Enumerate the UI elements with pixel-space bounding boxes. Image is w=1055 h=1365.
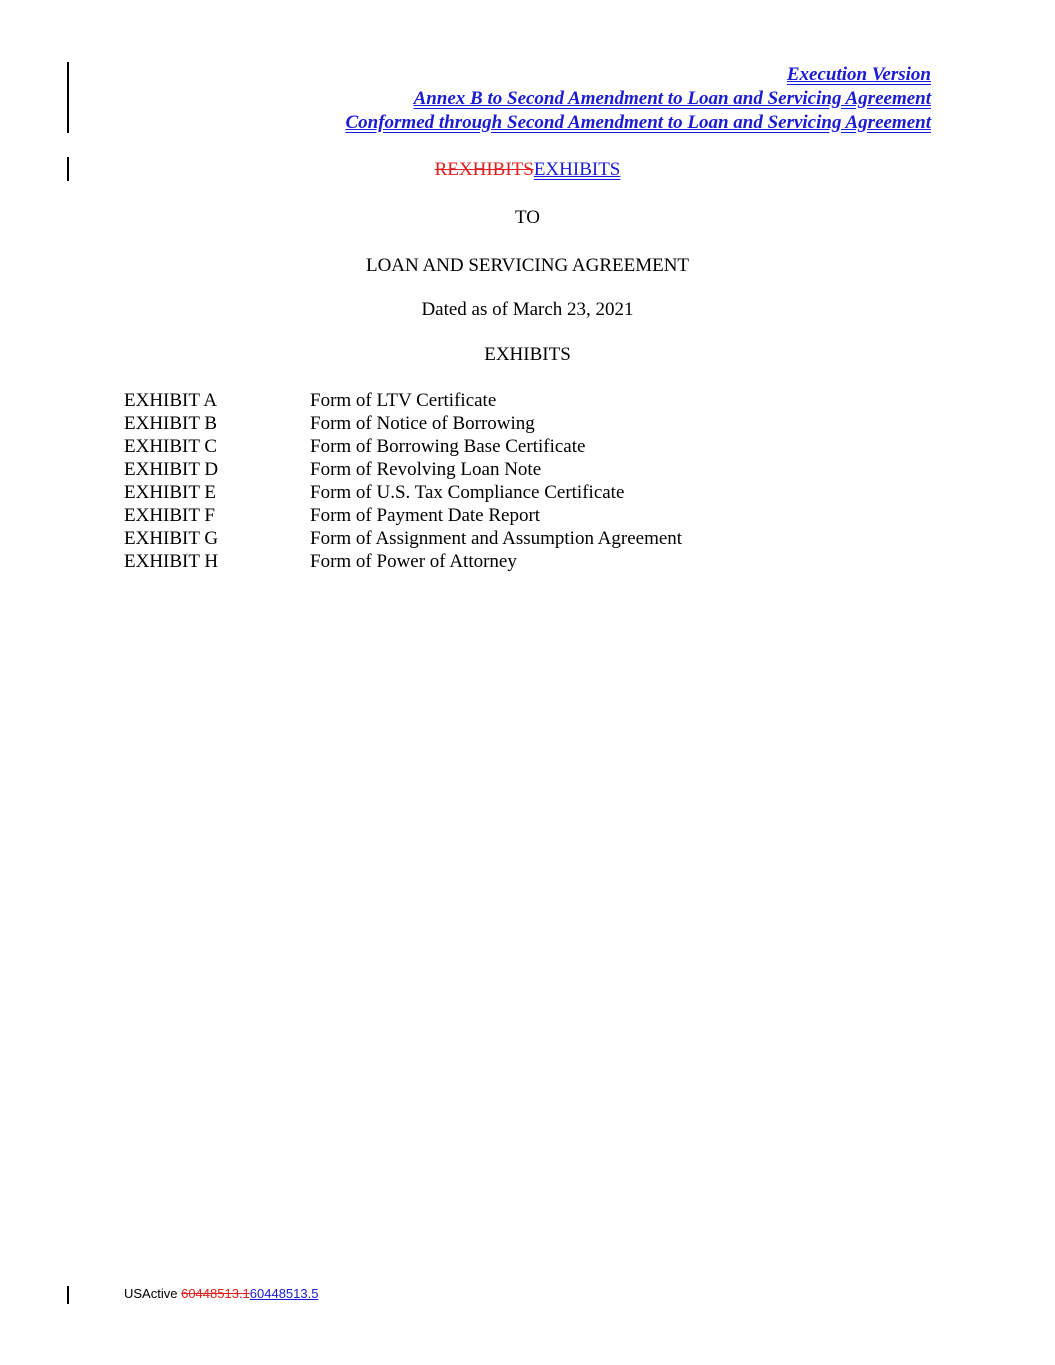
footer-doc-id <box>124 1286 318 1302</box>
exhibit-title: Form of Assignment and Assumption Agreement <box>310 528 683 549</box>
footer-prefix: USActive <box>124 1286 178 1301</box>
exhibit-title: Form of Payment Date Report <box>310 505 541 526</box>
exhibit-id: EXHIBIT E <box>124 482 216 503</box>
exhibit-id: EXHIBIT H <box>124 551 219 572</box>
dated-line: Dated as of March 23, 2021 <box>421 299 634 320</box>
header-conformed: Conformed through Second Amendment to Loan and Servicing Agreement <box>345 112 931 133</box>
change-bar-footer <box>67 1286 69 1304</box>
exhibit-title: Form of Power of Attorney <box>310 551 517 572</box>
document-title <box>0 159 1055 181</box>
to-text: TO <box>515 207 540 228</box>
exhibit-title: Form of U.S. Tax Compliance Certificate <box>310 482 625 503</box>
change-bar-header <box>67 62 69 133</box>
exhibit-title: Form of Borrowing Base Certificate <box>310 436 586 457</box>
exhibit-title: Form of LTV Certificate <box>310 390 497 411</box>
exhibit-title: Form of Notice of Borrowing <box>310 413 535 434</box>
header-annex-b: Annex B to Second Amendment to Loan and Servicing Agreement <box>413 88 931 109</box>
footer-inserted-id: 60448513.5 <box>249 1286 319 1301</box>
header-execution-version: Execution Version <box>786 64 931 85</box>
exhibit-id: EXHIBIT A <box>124 390 218 411</box>
exhibits-heading: EXHIBITS <box>484 344 571 365</box>
footer-deleted-id: 60448513.1 <box>181 1286 250 1301</box>
exhibit-id: EXHIBIT D <box>124 459 219 480</box>
exhibit-id: EXHIBIT G <box>124 528 219 549</box>
exhibit-id: EXHIBIT C <box>124 436 218 457</box>
exhibit-id: EXHIBIT F <box>124 505 215 526</box>
exhibit-id: EXHIBIT B <box>124 413 218 434</box>
title-inserted-text: EXHIBITS <box>533 159 621 180</box>
title-deleted-text: REXHIBITS <box>434 159 534 180</box>
exhibit-title: Form of Revolving Loan Note <box>310 459 542 480</box>
agreement-name: LOAN AND SERVICING AGREEMENT <box>365 255 690 276</box>
